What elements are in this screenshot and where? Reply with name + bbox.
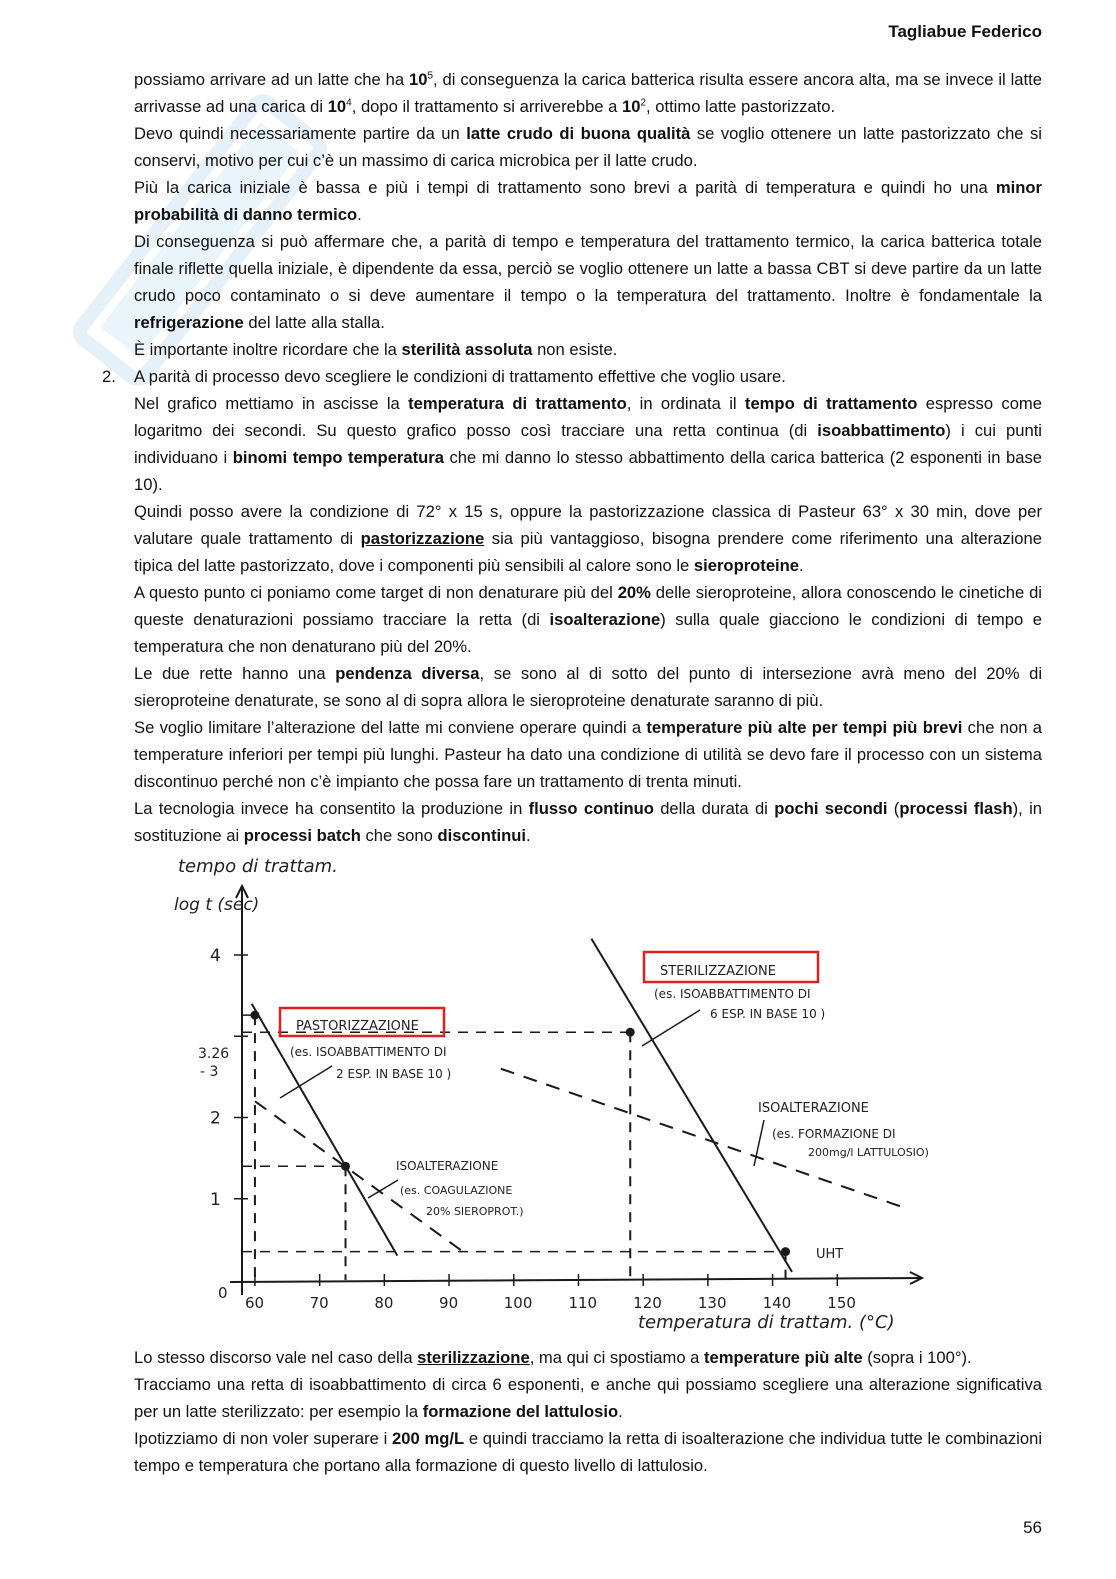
y-tick-label-1: 1 bbox=[210, 1189, 221, 1210]
paragraph-lattulosio: Ipotizziamo di non voler superare i 200 mg/L e quindi tracciamo la retta di isoalterazione che individua tutte le combinazioni tempo e temperatura che portano alla formazione di questo livello di lattulosio. bbox=[134, 1429, 1043, 1475]
y-label-3-26: 3.26 bbox=[198, 1046, 230, 1062]
paragraph-latte-crudo: Devo quindi necessariamente partire da un latte crudo di buona qualità se voglio ottenere un latte pastorizzato che si conservi, motivo per cui c’è un massimo di carica microbica per il latte crudo. bbox=[134, 124, 1042, 170]
body-text-top bbox=[102, 66, 1043, 849]
x-tick-label-130: 130 bbox=[697, 1294, 727, 1312]
x-tick-label-60: 60 bbox=[244, 1294, 265, 1312]
paragraph-carica: possiamo arrivare ad un latte che ha $10^5$, di conseguenza la carica batterica risulta essere ancora alta, ma se invece il latte arrivasse ad una carica di $10^4$, dopo il trattamento si arriverebbe a $10^2$, ottimo latte pastorizzato. bbox=[134, 70, 1042, 116]
header-author: Tagliabue Federico bbox=[888, 22, 1042, 41]
pastorizzazione-pointer bbox=[280, 1066, 332, 1098]
paragraph-alterazione: Se voglio limitare l’alterazione del latte mi conviene operare quindi a temperature più alte per tempi più brevi che non a temperature inferiori per tempi più lunghi. Pasteur ha dato una condizione di utilità se devo fare il processo con un sistema discontinuo perché non c’è impianto che possa fare un trattamento di trenta minuti. bbox=[134, 718, 1043, 791]
series-line-2 bbox=[255, 1101, 469, 1255]
isoalterazione-ster-note-2: 200mg/l LATTULOSIO) bbox=[808, 1146, 929, 1159]
uht-label: UHT bbox=[816, 1247, 844, 1262]
isoalterazione-ster-note-1: (es. FORMAZIONE DI bbox=[772, 1127, 896, 1141]
x-tick-label-90: 90 bbox=[439, 1294, 459, 1312]
paragraph-grafico: Nel grafico mettiamo in ascisse la temperatura di trattamento, in ordinata il tempo di trattamento espresso come logaritmo dei secondi. Su questo grafico posso così tracciare una retta continua (di isoabbattimento) i cui punti individuano i binomi tempo temperatura che mi danno lo stesso abbattimento della carica batterica (2 esponenti in base 10). bbox=[134, 394, 1042, 494]
isoalterazione-past-note-1: (es. COAGULAZIONE bbox=[400, 1184, 513, 1197]
y-tick-label-2: 2 bbox=[210, 1108, 221, 1129]
origin-label: 0 bbox=[218, 1284, 228, 1302]
isoalterazione-ster-title: ISOALTERAZIONE bbox=[758, 1101, 869, 1116]
isoalterazione-past-title: ISOALTERAZIONE bbox=[396, 1159, 499, 1173]
page-number: 56 bbox=[1023, 1518, 1042, 1537]
paragraph-pendenza: Le due rette hanno una pendenza diversa, se sono al di sotto del punto di intersezione avrà meno del 20% di sieroproteine denaturate, se sono al di sopra allora le sieroproteine denaturate saranno di più. bbox=[134, 664, 1043, 710]
pastorizzazione-note-1: (es. ISOABBATTIMENTO DI bbox=[290, 1045, 447, 1059]
x-tick-label-80: 80 bbox=[374, 1294, 394, 1312]
y-label-3: - 3 bbox=[200, 1064, 219, 1080]
isoalterazione-past-pointer bbox=[368, 1180, 398, 1198]
paragraph-target: A questo punto ci poniamo come target di non denaturare più del 20% delle sieroproteine, allora conoscendo le cinetiche di queste denaturazioni possiamo tracciare la retta (di isoalterazione) sulla quale giacciono le condizioni di tempo e temperatura che non denaturano più del 20%. bbox=[134, 583, 1042, 656]
chart-point-2 bbox=[341, 1162, 350, 1171]
y-tick-label-4: 4 bbox=[210, 946, 221, 966]
x-tick-label-120: 120 bbox=[633, 1294, 662, 1312]
list-item-2: 2. A parità di processo devo scegliere le condizioni di trattamento effettive che voglio usare. bbox=[102, 367, 786, 386]
x-tick-label-140: 140 bbox=[762, 1294, 792, 1312]
x-tick-label-100: 100 bbox=[503, 1294, 533, 1312]
x-tick-label-70: 70 bbox=[309, 1294, 329, 1312]
paragraph-conseguenza: Di conseguenza si può affermare che, a parità di tempo e temperatura del trattamento termico, la carica batterica totale finale riflette quella iniziale, è dipendente da essa, perciò se voglio ottenere un latte a bassa CBT si deve partire da un latte crudo poco contaminato o si deve aumentare il tempo o la temperatura del trattamento. Inoltre è fondamentale la refrigerazione del latte alla stalla. bbox=[134, 232, 1042, 332]
chart-xlabel: temperatura di trattam. (°C) bbox=[638, 1312, 895, 1333]
x-tick-label-150: 150 bbox=[827, 1294, 856, 1312]
sterilizzazione-label: STERILIZZAZIONE bbox=[660, 964, 776, 979]
paragraph-pastorizzazione: Quindi posso avere la condizione di 72° x 15 s, oppure la pastorizzazione classica di Pasteur 63° x 30 min, dove per valutare quale trattamento di pastorizzazione sia più vantaggioso, bisogna prendere come riferimento una alterazione tipica del latte pastorizzato, dove i componenti più sensibili al calore sono le sieroproteine. bbox=[134, 502, 1042, 575]
chart-ylabel: log t (sec) bbox=[174, 895, 260, 915]
chart-title: tempo di trattam. bbox=[178, 856, 338, 877]
treatment-chart bbox=[160, 850, 960, 1340]
isoalterazione-past-note-2: 20% SIEROPROT.) bbox=[426, 1205, 524, 1218]
x-axis bbox=[230, 1278, 922, 1282]
sterilizzazione-pointer bbox=[642, 1010, 700, 1046]
paragraph-sterilita: È importante inoltre ricordare che la sterilità assoluta non esiste. bbox=[134, 340, 618, 359]
chart-point-4 bbox=[781, 1247, 790, 1256]
x-tick-label-110: 110 bbox=[568, 1294, 598, 1312]
sterilizzazione-note-1: (es. ISOABBATTIMENTO DI bbox=[654, 987, 811, 1001]
paragraph-tecnologia: La tecnologia invece ha consentito la produzione in flusso continuo della durata di pochi secondi (processi flash), in sostituzione ai processi batch che sono discontinui. bbox=[134, 799, 1042, 845]
sterilizzazione-note-2: 6 ESP. IN BASE 10 ) bbox=[710, 1007, 826, 1021]
body-text-bottom bbox=[134, 1344, 1042, 1479]
series-line-1 bbox=[252, 1004, 398, 1256]
chart-point-1 bbox=[250, 1011, 259, 1020]
paragraph-carica-iniziale: Più la carica iniziale è bassa e più i tempi di trattamento sono brevi a parità di temperatura e quindi ho una minor probabilità di danno termico. bbox=[134, 178, 1042, 224]
paragraph-sterilizzazione: Lo stesso discorso vale nel caso della sterilizzazione, ma qui ci spostiamo a temperature più alte (sopra i 100°). bbox=[134, 1348, 972, 1367]
chart-point-3 bbox=[626, 1028, 635, 1037]
paragraph-isoabbattimento-6: Tracciamo una retta di isoabbattimento di circa 6 esponenti, e anche qui possiamo scegliere una alterazione significativa per un latte sterilizzato: per esempio la formazione del lattulosio. bbox=[134, 1375, 1042, 1421]
pastorizzazione-label: PASTORIZZAZIONE bbox=[296, 1019, 419, 1034]
pastorizzazione-note-2: 2 ESP. IN BASE 10 ) bbox=[336, 1067, 452, 1081]
